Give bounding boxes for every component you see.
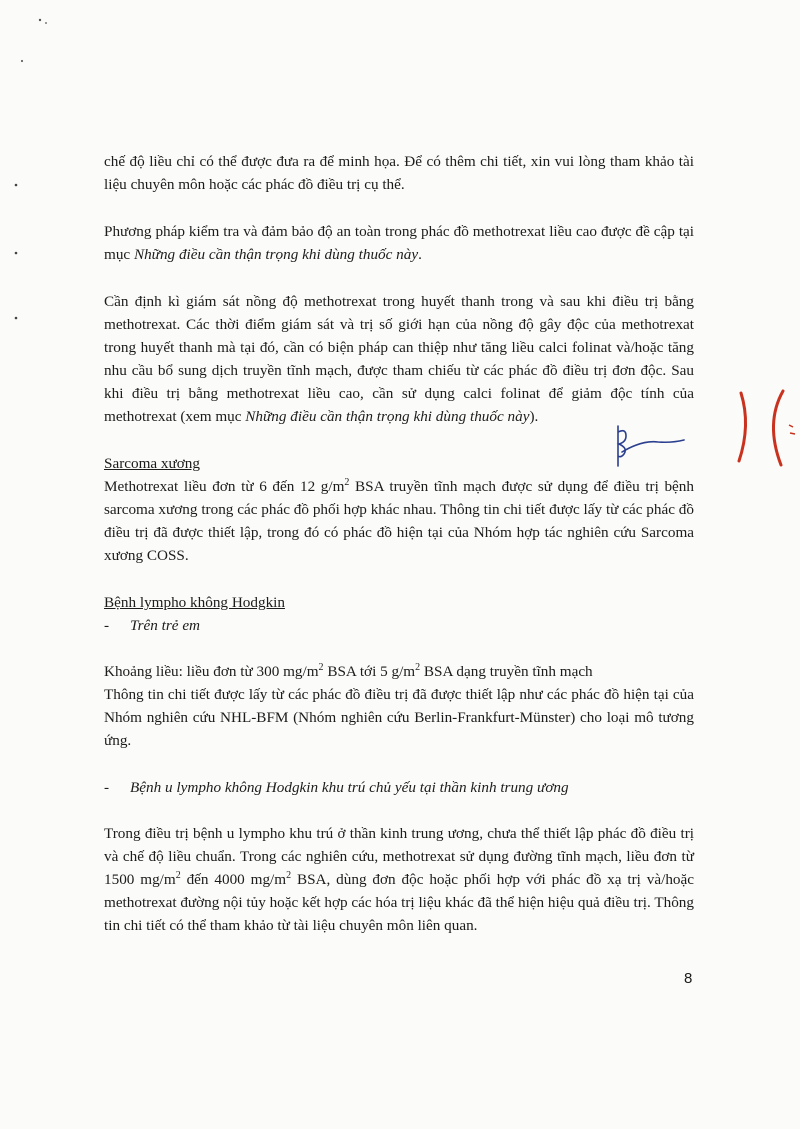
cns-text-end: BSA, dùng đơn độc hoặc phối hợp với phác đồ xạ trị và/hoặc methotrexat đường nội tủy hoặc kết hợp các hóa trị liệu khác đã thể hiện hiệu quả điều trị. Thông tin chi tiết có thể tham khảo từ tài liệu chuyên môn liên quan. xyxy=(104,871,694,934)
lymphoma-heading: Bệnh lympho không Hodgkin xyxy=(104,594,285,611)
monitoring-paragraph xyxy=(104,290,694,428)
dose-range-line xyxy=(104,660,694,683)
sarcoma-paragraph xyxy=(104,475,694,567)
cns-bullet-text: Bệnh u lympho không Hodgkin khu trú chủ yếu tại thần kinh trung ương xyxy=(130,779,569,796)
dose-text: Khoảng liều: liều đơn từ 300 mg/m xyxy=(104,663,319,680)
cns-text-mid: đến 4000 mg/m xyxy=(180,871,287,888)
nhl-info-paragraph: Thông tin chi tiết được lấy từ các phác đồ điều trị đã được thiết lập như các phác đồ hiện tại của Nhóm nghiên cứu NHL-BFM (Nhóm nghiên cứu Berlin-Frankfurt-Münster) cho loại mô tương ứng. xyxy=(104,686,694,749)
children-bullet-text: Trên trẻ em xyxy=(130,617,201,634)
cns-superscript-1: 2 xyxy=(175,869,181,881)
bullet-dash: - xyxy=(104,617,110,634)
intro-text: chế độ liều chỉ có thể được đưa ra để minh họa. Để có thêm chi tiết, xin vui lòng tham khảo tài liệu chuyên môn hoặc các phác đồ điều trị cụ thể. xyxy=(104,153,694,193)
safety-reference: Những điều cần thận trọng khi dùng thuốc này xyxy=(133,246,419,263)
sarcoma-text: Methotrexat liều đơn từ 6 đến 12 g/m xyxy=(104,478,345,495)
sarcoma-heading: Sarcoma xương xyxy=(104,455,200,472)
monitoring-end: ). xyxy=(529,408,539,425)
safety-end: . xyxy=(418,246,422,263)
intro-paragraph xyxy=(104,150,694,196)
children-bullet xyxy=(104,614,694,637)
monitoring-text: Cần định kì giám sát nồng độ methotrexat trong huyết thanh trong và sau khi điều trị bằng methotrexat. Các thời điểm giám sát và trị số giới hạn của nồng độ gây độc của methotrexat trong huyết thanh mà tại đó, cần có biện pháp can thiệp như tăng liều calci folinat và/hoặc tăng nhu cầu bổ sung dịch truyền tĩnh mạch, được tham chiếu từ các phác đồ điều trị đơn độc. Sau khi điều trị bằng methotrexat liều cao, cần sử dụng calci folinat để giảm độc tính của methotrexat (xem mục xyxy=(104,293,694,425)
document-body xyxy=(104,150,694,961)
page-number: 8 xyxy=(684,970,693,987)
cns-superscript-2: 2 xyxy=(286,869,292,881)
safety-paragraph xyxy=(104,220,694,266)
cns-bullet xyxy=(104,776,694,799)
dose-superscript-1: 2 xyxy=(318,661,324,673)
dose-superscript-2: 2 xyxy=(415,661,421,673)
cns-text: Trong điều trị bệnh u lympho khu trú ở thần kinh trung ương, chưa thể thiết lập phác đồ điều trị và chế độ liều chuẩn. Trong các nghiên cứu, methotrexat sử dụng đường tĩnh mạch, liều đơn từ 1500 mg/m xyxy=(104,825,694,888)
cns-paragraph xyxy=(104,822,694,937)
monitoring-reference: Những điều cần thận trọng khi dùng thuốc này xyxy=(245,408,530,425)
sarcoma-text-rest: BSA truyền tĩnh mạch được sử dụng để điều trị bệnh sarcoma xương trong các phác đồ phối hợp khác nhau. Thông tin chi tiết được lấy từ các phác đồ điều trị đã được thiết lập, trong đó có phác đồ hiện tại của Nhóm hợp tác nghiên cứu Sarcoma xương COSS. xyxy=(104,478,694,564)
bullet-dash: - xyxy=(104,779,110,796)
stamp-fragment xyxy=(735,385,800,470)
dose-text-end: BSA dạng truyền tĩnh mạch xyxy=(420,663,593,680)
scan-specks xyxy=(0,0,60,400)
safety-text: Phương pháp kiểm tra và đảm bảo độ an toàn trong phác đồ methotrexat liều cao được đề cập tại mục xyxy=(104,223,694,263)
sarcoma-superscript: 2 xyxy=(344,476,350,488)
dose-text-mid: BSA tới 5 g/m xyxy=(323,663,416,680)
